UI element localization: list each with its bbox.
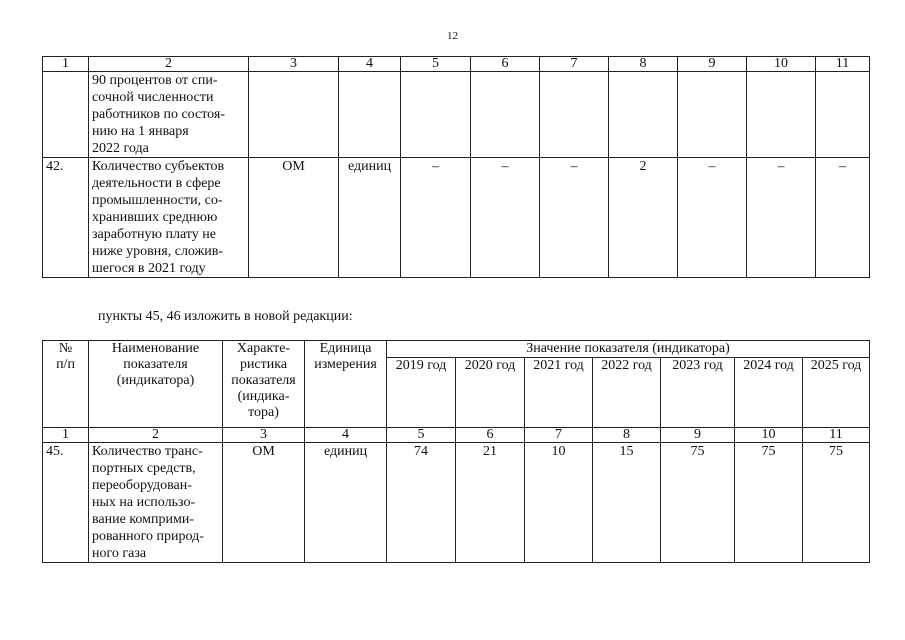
text-line: нию на 1 января [92, 124, 189, 139]
col-number: 4 [305, 428, 387, 443]
col-number: 11 [816, 57, 870, 72]
text-line: переоборудован- [92, 478, 192, 493]
header-characteristic [223, 341, 305, 428]
text-line: 90 процентов от спи- [92, 73, 218, 88]
text-line: Количество транс- [92, 444, 203, 459]
text-line: сочной численности [92, 90, 214, 105]
text-line: Единица [319, 341, 372, 356]
indicator-characteristic: ОМ [223, 443, 305, 563]
header-values-group: Значение показателя (индикатора) [387, 341, 870, 358]
text-line: ниже уровня, сложив- [92, 244, 224, 259]
col-number: 9 [678, 57, 747, 72]
text-line: портных средств, [92, 461, 196, 476]
text-line: заработную плату не [92, 227, 216, 242]
header-year: 2022 год [593, 358, 661, 428]
value-cell: – [747, 158, 816, 278]
text-line: вание комприми- [92, 512, 195, 527]
col-number: 4 [339, 57, 401, 72]
indicator-name-continued [89, 72, 249, 158]
column-number-row [43, 428, 870, 443]
col-number: 8 [609, 57, 678, 72]
text-line: промышленности, со- [92, 193, 223, 208]
text-line: Характе- [236, 341, 291, 356]
value-cell: 15 [593, 443, 661, 563]
header-number [43, 341, 89, 428]
indicators-table-continued [42, 56, 870, 278]
col-number: 6 [471, 57, 540, 72]
column-number-row [43, 57, 870, 72]
header-year: 2020 год [456, 358, 525, 428]
col-number: 1 [43, 57, 89, 72]
instruction-text: пункты 45, 46 изложить в новой редакции: [98, 309, 353, 324]
text-line: работников по состоя- [92, 107, 225, 122]
value-cell: 75 [661, 443, 735, 563]
text-line: п/п [56, 357, 75, 372]
value-cell: – [816, 158, 870, 278]
row-number: 45. [43, 443, 89, 563]
value-cell: 10 [525, 443, 593, 563]
col-number: 3 [223, 428, 305, 443]
header-name [89, 341, 223, 428]
header-year: 2024 год [735, 358, 803, 428]
col-number: 5 [401, 57, 471, 72]
col-number: 9 [661, 428, 735, 443]
text-line: показателя [231, 373, 296, 388]
col-number: 3 [249, 57, 339, 72]
table-row-continued [43, 72, 870, 158]
page-number: 12 [447, 30, 458, 42]
col-number: 8 [593, 428, 661, 443]
text-line: № [58, 341, 73, 356]
col-number: 7 [540, 57, 609, 72]
text-line: рованного природ- [92, 529, 204, 544]
text-line: тора) [248, 405, 279, 420]
text-line: (индикатора) [116, 373, 195, 388]
value-cell: – [401, 158, 471, 278]
col-number: 5 [387, 428, 456, 443]
unit-of-measure: единиц [339, 158, 401, 278]
indicator-name [89, 158, 249, 278]
header-row [43, 341, 870, 358]
header-year: 2023 год [661, 358, 735, 428]
col-number: 10 [735, 428, 803, 443]
header-year: 2025 год [803, 358, 870, 428]
col-number: 10 [747, 57, 816, 72]
indicator-name [89, 443, 223, 563]
text-line: Наименование [111, 341, 200, 356]
text-line: хранивших среднюю [92, 210, 218, 225]
col-number: 2 [89, 428, 223, 443]
text-line: (индика- [237, 389, 290, 404]
indicator-characteristic: ОМ [249, 158, 339, 278]
table-row-42 [43, 158, 870, 278]
text-line: шегося в 2021 году [92, 261, 206, 276]
text-line: ристика [239, 357, 288, 372]
value-cell: 2 [609, 158, 678, 278]
value-cell: 75 [803, 443, 870, 563]
col-number: 2 [89, 57, 249, 72]
value-cell: 75 [735, 443, 803, 563]
text-line: показателя [123, 357, 188, 372]
indicators-table-new [42, 340, 870, 563]
value-cell: – [471, 158, 540, 278]
table-row-45 [43, 443, 870, 563]
value-cell: 21 [456, 443, 525, 563]
unit-of-measure: единиц [305, 443, 387, 563]
col-number: 11 [803, 428, 870, 443]
text-line: 2022 года [92, 141, 149, 156]
text-line: деятельности в сфере [92, 176, 221, 191]
col-number: 7 [525, 428, 593, 443]
header-year: 2019 год [387, 358, 456, 428]
col-number: 1 [43, 428, 89, 443]
col-number: 6 [456, 428, 525, 443]
value-cell: – [678, 158, 747, 278]
header-unit [305, 341, 387, 428]
header-year: 2021 год [525, 358, 593, 428]
value-cell: 74 [387, 443, 456, 563]
text-line: измерения [314, 357, 377, 372]
text-line: ных на использо- [92, 495, 196, 510]
text-line: Количество субъектов [92, 159, 225, 174]
row-number: 42. [43, 158, 89, 278]
text-line: ного газа [92, 546, 147, 561]
value-cell: – [540, 158, 609, 278]
